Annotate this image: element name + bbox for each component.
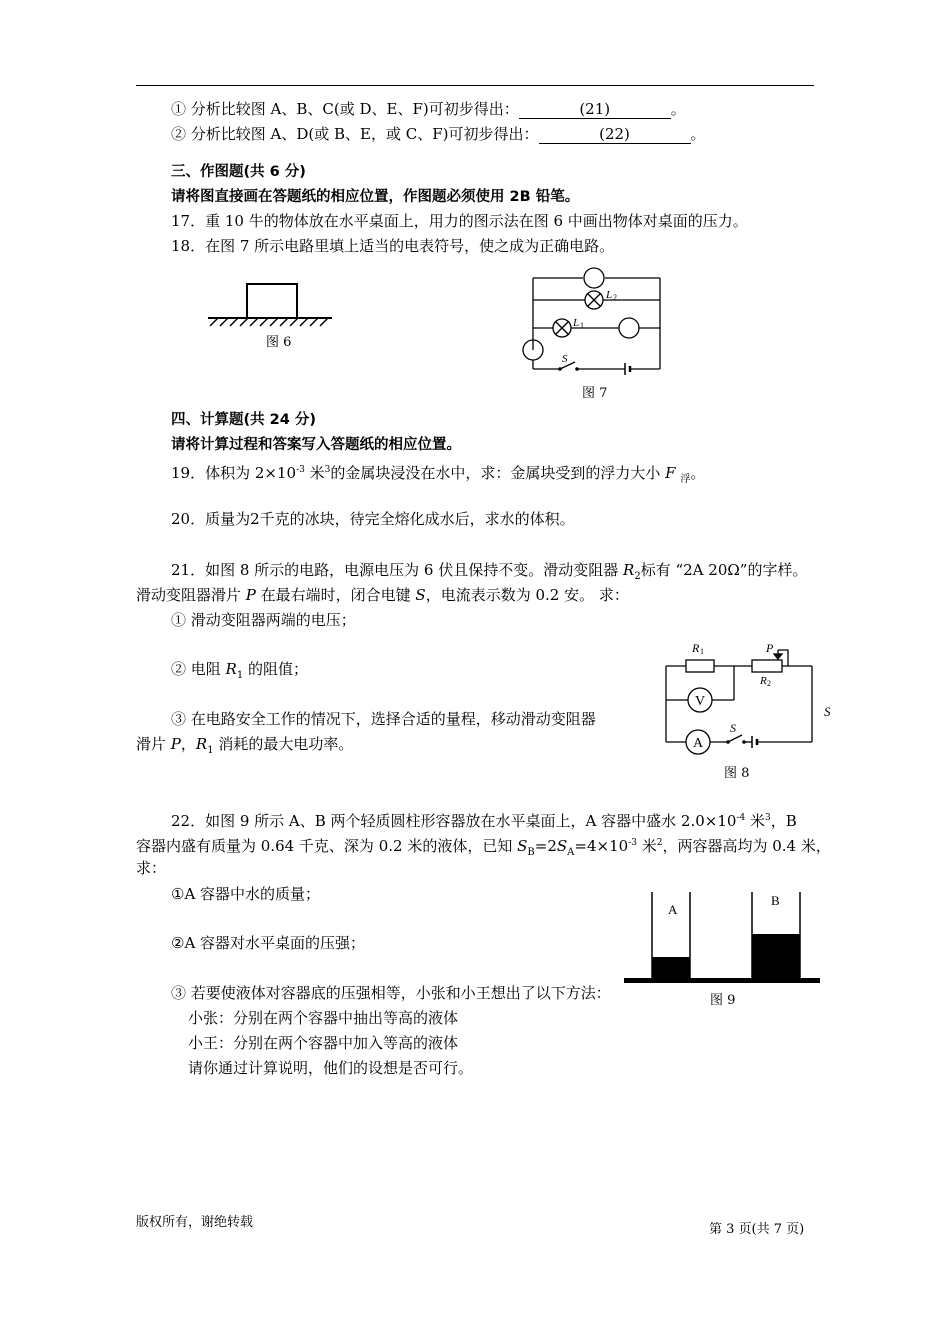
label-L1: L xyxy=(573,317,580,329)
question-19: 19．体积为 $2\times 10^{-3}$ 米$^3$的金属块浸没在水中，求：金属块受到的浮力大小 F $_浮$。 xyxy=(171,464,706,485)
label-V: V xyxy=(694,694,706,709)
label-R1: R xyxy=(692,641,700,655)
label-R1-sub: 1 xyxy=(700,647,704,656)
label-L2: L xyxy=(606,289,613,301)
question-line-22: ② 分析比较图 A、D(或 B、E，或 C、F)可初步得出： (22) 。 xyxy=(171,125,706,143)
section3-title: 三、作图题(共 6 分) xyxy=(171,164,306,180)
question-20: 20．质量为2千克的冰块，待完全熔化成水后，求水的体积。 xyxy=(171,510,575,528)
resistor-R1 xyxy=(686,660,714,672)
question-21-part2: ② 电阻 $R_1$ 的阻值； xyxy=(171,660,308,681)
question-22-ask: 请你通过计算说明，他们的设想是否可行。 xyxy=(188,1059,474,1077)
switch-pivot xyxy=(726,740,730,744)
question-22-line1: 22．如图 9 所示 A、B 两个轻质圆柱形容器放在水平桌面上，A 容器中盛水 $2.0\times 10^{-4}$ 米$^3$，B xyxy=(171,812,797,830)
question-21-line2: 滑动变阻器滑片 P 在最右端时，闭合电键 S，电流表示数为 0.2 安。 求： xyxy=(136,586,629,604)
question-22-line3: 求： xyxy=(136,859,167,877)
section4-instruction: 请将计算过程和答案写入答题纸的相应位置。 xyxy=(171,437,461,453)
question-22-part3: ③ 若要使液体对容器底的压强相等，小张和小王想出了以下方法： xyxy=(171,984,611,1002)
figure-9 xyxy=(622,888,822,988)
switch-pivot xyxy=(558,367,562,371)
header-rule xyxy=(136,85,814,86)
question-line-21: ① 分析比较图 A、B、C(或 D、E、F)可初步得出： (21) 。 xyxy=(171,100,686,118)
question-18: 18．在图 7 所示电路里填上适当的电表符号，使之成为正确电路。 xyxy=(171,237,615,255)
figure-6 xyxy=(200,280,340,330)
table-hatching xyxy=(210,318,328,326)
meter-slot-right[interactable] xyxy=(619,318,639,338)
block xyxy=(247,284,297,318)
figure-7-caption: 图 7 xyxy=(582,386,608,401)
question-21-line1: 21．如图 8 所示的电路，电源电压为 6 伏且保持不变。滑动变阻器 $R_2$标有 “2A 20Ω”的字样。 xyxy=(171,561,808,582)
label-S: S xyxy=(562,353,568,365)
figure-6-caption: 图 6 xyxy=(266,335,292,350)
figure-8-caption: 图 8 xyxy=(724,766,750,781)
liquid-in-B xyxy=(752,934,800,978)
question-21-part3-line1: ③ 在电路安全工作的情况下，选择合适的量程，移动滑动变阻器 xyxy=(171,710,596,728)
question-17: 17．重 10 牛的物体放在水平桌面上，用力的图示法在图 6 中画出物体对桌面的压力。 xyxy=(171,212,748,230)
table-top xyxy=(624,978,820,983)
question-22-line2: 容器内盛有质量为 0.64 千克、深为 0.2 米的液体，已知 $S_B=2S_A=4\times 10^{-3}$ 米$^2$，两容器高均为 0.4 米， xyxy=(136,837,831,858)
label-B: B xyxy=(771,893,780,908)
meter-slot-top[interactable] xyxy=(584,268,604,288)
label-S: S xyxy=(730,721,736,735)
label-L2-sub: 2 xyxy=(613,293,617,302)
figure-7 xyxy=(515,262,670,377)
figure-8 xyxy=(660,638,840,768)
switch-contact xyxy=(742,740,746,744)
water-in-A xyxy=(652,957,690,978)
section3-instruction: 请将图直接画在答题纸的相应位置，作图题必须使用 2B 铅笔。 xyxy=(171,189,580,205)
section4-title: 四、计算题(共 24 分) xyxy=(171,412,317,428)
question-21-part3-line2: 滑片 P，$R_1$ 消耗的最大电功率。 xyxy=(136,735,354,756)
answer-blank-22[interactable]: (22) xyxy=(539,125,691,144)
question-22-part2: ②A 容器对水平桌面的压强； xyxy=(171,934,366,952)
answer-blank-21[interactable]: (21) xyxy=(519,100,671,119)
rheostat-R2 xyxy=(752,660,782,672)
figure-9-caption: 图 9 xyxy=(710,993,736,1008)
question-22-wang: 小王：分别在两个容器中加入等高的液体 xyxy=(188,1034,459,1052)
label-L1-sub: 1 xyxy=(580,321,584,330)
label-S-outer: S xyxy=(824,704,831,719)
question-22-zhang: 小张：分别在两个容器中抽出等高的液体 xyxy=(188,1009,459,1027)
label-A: A xyxy=(668,902,678,917)
question-22-part1: ①A 容器中水的质量； xyxy=(171,885,321,903)
label-R2-sub: 2 xyxy=(767,679,771,688)
switch-contact xyxy=(575,367,579,371)
label-A: A xyxy=(692,736,704,751)
footer-page-number: 第 3 页(共 7 页) xyxy=(709,1222,805,1237)
label-R2: R xyxy=(760,675,767,687)
label-P: P xyxy=(766,641,774,655)
question-21-part1: ① 滑动变阻器两端的电压； xyxy=(171,611,356,629)
footer-copyright: 版权所有，谢绝转载 xyxy=(136,1215,254,1230)
